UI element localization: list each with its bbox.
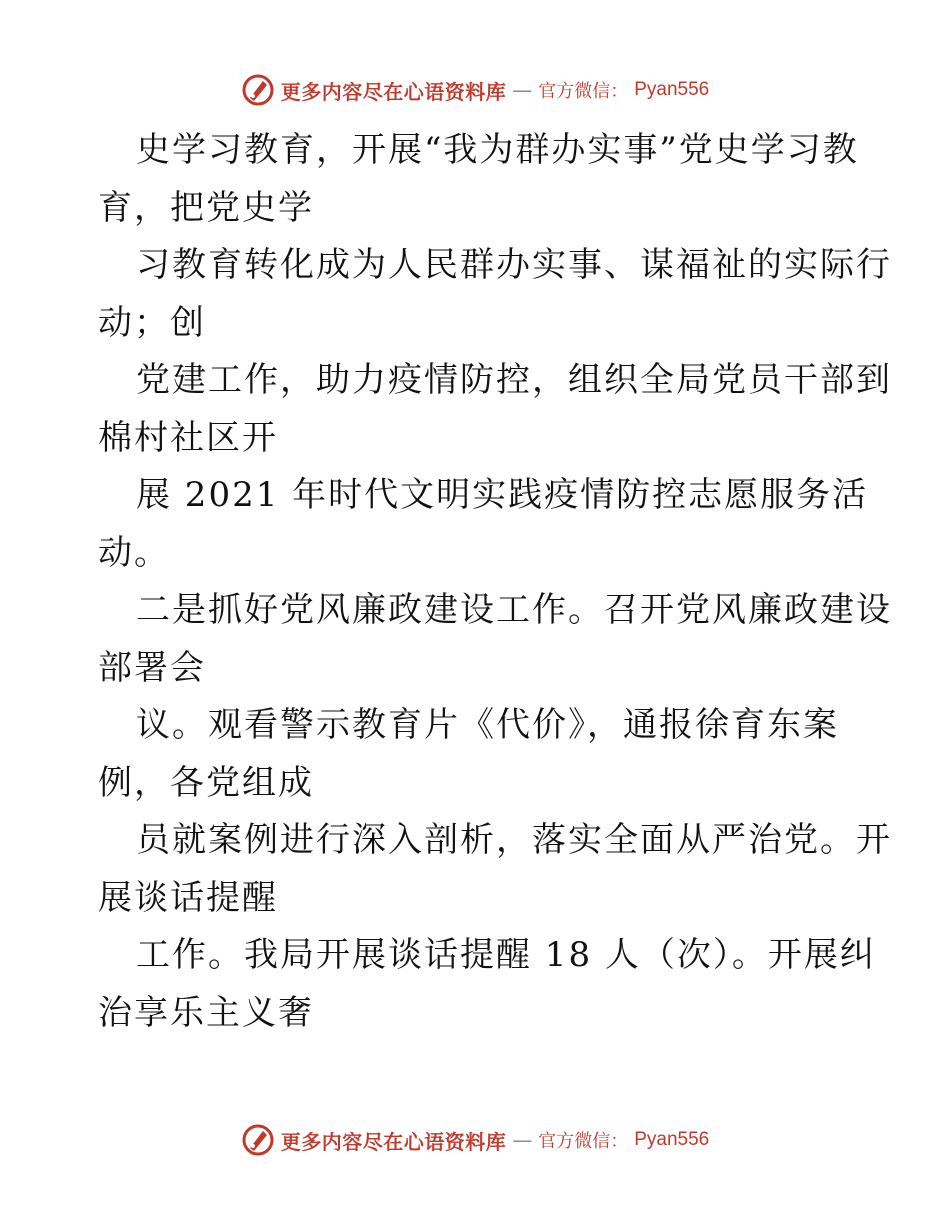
text-line: 治享乐主义奢 bbox=[98, 992, 314, 1033]
text-line: 议。观看警示教育片《代价》，通报徐育东案 bbox=[136, 705, 839, 745]
footer-watermark bbox=[0, 1120, 950, 1160]
watermark-dash: — bbox=[512, 78, 533, 102]
document-body bbox=[0, 122, 950, 1042]
header-watermark bbox=[0, 70, 950, 110]
text-line: 例，各党组成 bbox=[98, 762, 314, 803]
pen-logo-icon bbox=[241, 1123, 275, 1157]
text-line: 二是抓好党风廉政建设工作。召开党风廉政建设 bbox=[136, 590, 892, 630]
text-line: 习教育转化成为人民群办实事、谋福祉的实际行 bbox=[136, 245, 892, 285]
text-line: 党建工作，助力疫情防控，组织全局党员干部到 bbox=[136, 360, 892, 400]
watermark-brand: 更多内容尽在心语资料库 bbox=[280, 1129, 507, 1154]
pen-logo-icon bbox=[241, 73, 275, 107]
text-line: 部署会 bbox=[98, 647, 206, 688]
watermark-wechat-label: 官方微信： bbox=[538, 81, 629, 102]
watermark-dash: — bbox=[512, 1128, 533, 1152]
text-line: 工作。我局开展谈话提醒 18 人（次）。开展纠 bbox=[136, 935, 876, 975]
text-line: 展谈话提醒 bbox=[98, 877, 278, 918]
text-line: 展 2021 年时代文明实践疫情防控志愿服务活 bbox=[136, 475, 869, 515]
watermark-wechat-id: Pyan556 bbox=[634, 1129, 710, 1150]
text-line: 史学习教育，开展“我为群办实事”党史学习教 bbox=[136, 130, 859, 170]
watermark-wechat-label: 官方微信： bbox=[538, 1131, 629, 1152]
text-line: 动；创 bbox=[98, 302, 206, 343]
watermark-brand: 更多内容尽在心语资料库 bbox=[280, 79, 507, 104]
text-line: 棉村社区开 bbox=[98, 417, 278, 458]
text-line: 育，把党史学 bbox=[98, 187, 314, 228]
watermark-wechat-id: Pyan556 bbox=[634, 79, 710, 100]
text-line: 员就案例进行深入剖析，落实全面从严治党。开 bbox=[136, 820, 892, 860]
text-line: 动。 bbox=[98, 532, 170, 573]
